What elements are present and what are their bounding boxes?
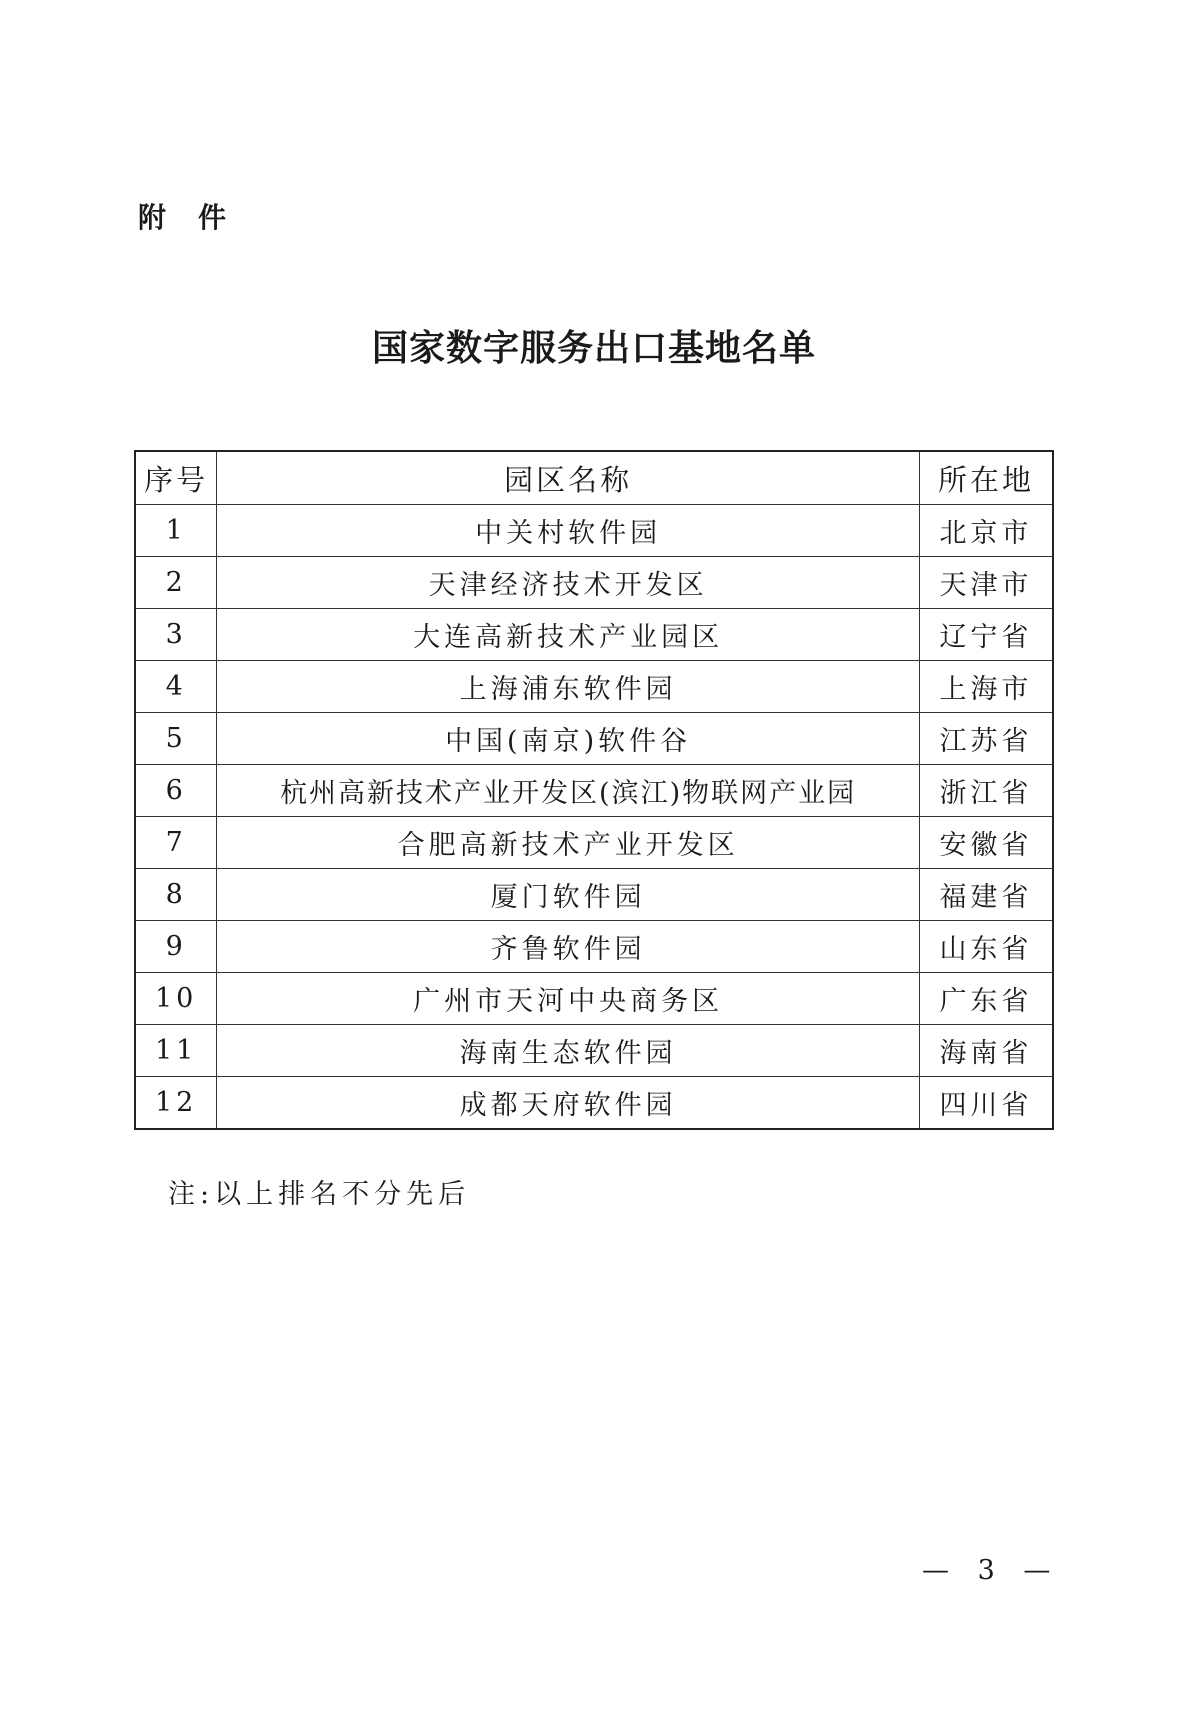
table-row bbox=[135, 661, 1053, 713]
row-number: 10 bbox=[135, 973, 217, 1025]
park-name: 齐鲁软件园 bbox=[217, 921, 920, 973]
column-header-park-name: 园区名称 bbox=[217, 451, 920, 505]
table-row bbox=[135, 973, 1053, 1025]
table-row bbox=[135, 609, 1053, 661]
park-location: 四川省 bbox=[919, 1077, 1053, 1130]
table-row bbox=[135, 1025, 1053, 1077]
park-name: 上海浦东软件园 bbox=[217, 661, 920, 713]
row-number: 8 bbox=[135, 869, 217, 921]
park-location: 辽宁省 bbox=[919, 609, 1053, 661]
row-number: 3 bbox=[135, 609, 217, 661]
park-name: 合肥高新技术产业开发区 bbox=[217, 817, 920, 869]
park-location: 海南省 bbox=[919, 1025, 1053, 1077]
park-name: 海南生态软件园 bbox=[217, 1025, 920, 1077]
park-name: 广州市天河中央商务区 bbox=[217, 973, 920, 1025]
row-number: 2 bbox=[135, 557, 217, 609]
park-name: 成都天府软件园 bbox=[217, 1077, 920, 1130]
row-number: 6 bbox=[135, 765, 217, 817]
table-row bbox=[135, 557, 1053, 609]
table-row bbox=[135, 817, 1053, 869]
base-list-table bbox=[134, 450, 1054, 1130]
park-location: 浙江省 bbox=[919, 765, 1053, 817]
row-number: 7 bbox=[135, 817, 217, 869]
park-location: 福建省 bbox=[919, 869, 1053, 921]
park-location: 山东省 bbox=[919, 921, 1053, 973]
table-row bbox=[135, 921, 1053, 973]
park-location: 安徽省 bbox=[919, 817, 1053, 869]
document-title: 国家数字服务出口基地名单 bbox=[371, 328, 816, 369]
park-location: 江苏省 bbox=[919, 713, 1053, 765]
park-location: 天津市 bbox=[919, 557, 1053, 609]
park-name: 中国(南京)软件谷 bbox=[217, 713, 920, 765]
row-number: 12 bbox=[135, 1077, 217, 1130]
table-row bbox=[135, 713, 1053, 765]
ranking-note: 注:以上排名不分先后 bbox=[168, 1179, 471, 1210]
column-header-number: 序号 bbox=[135, 451, 217, 505]
row-number: 1 bbox=[135, 505, 217, 557]
table-row bbox=[135, 765, 1053, 817]
page-number: — 3 — bbox=[922, 1555, 1061, 1586]
park-location: 上海市 bbox=[919, 661, 1053, 713]
row-number: 5 bbox=[135, 713, 217, 765]
row-number: 4 bbox=[135, 661, 217, 713]
column-header-location: 所在地 bbox=[919, 451, 1053, 505]
attachment-label: 附件 bbox=[138, 201, 259, 234]
row-number: 11 bbox=[135, 1025, 217, 1077]
park-name: 中关村软件园 bbox=[217, 505, 920, 557]
row-number: 9 bbox=[135, 921, 217, 973]
park-name: 天津经济技术开发区 bbox=[217, 557, 920, 609]
park-location: 广东省 bbox=[919, 973, 1053, 1025]
park-name: 大连高新技术产业园区 bbox=[217, 609, 920, 661]
park-name: 厦门软件园 bbox=[217, 869, 920, 921]
table-row bbox=[135, 505, 1053, 557]
table-header-row bbox=[135, 451, 1053, 505]
table-row bbox=[135, 869, 1053, 921]
park-name: 杭州高新技术产业开发区(滨江)物联网产业园 bbox=[217, 765, 920, 817]
table-row bbox=[135, 1077, 1053, 1130]
park-location: 北京市 bbox=[919, 505, 1053, 557]
